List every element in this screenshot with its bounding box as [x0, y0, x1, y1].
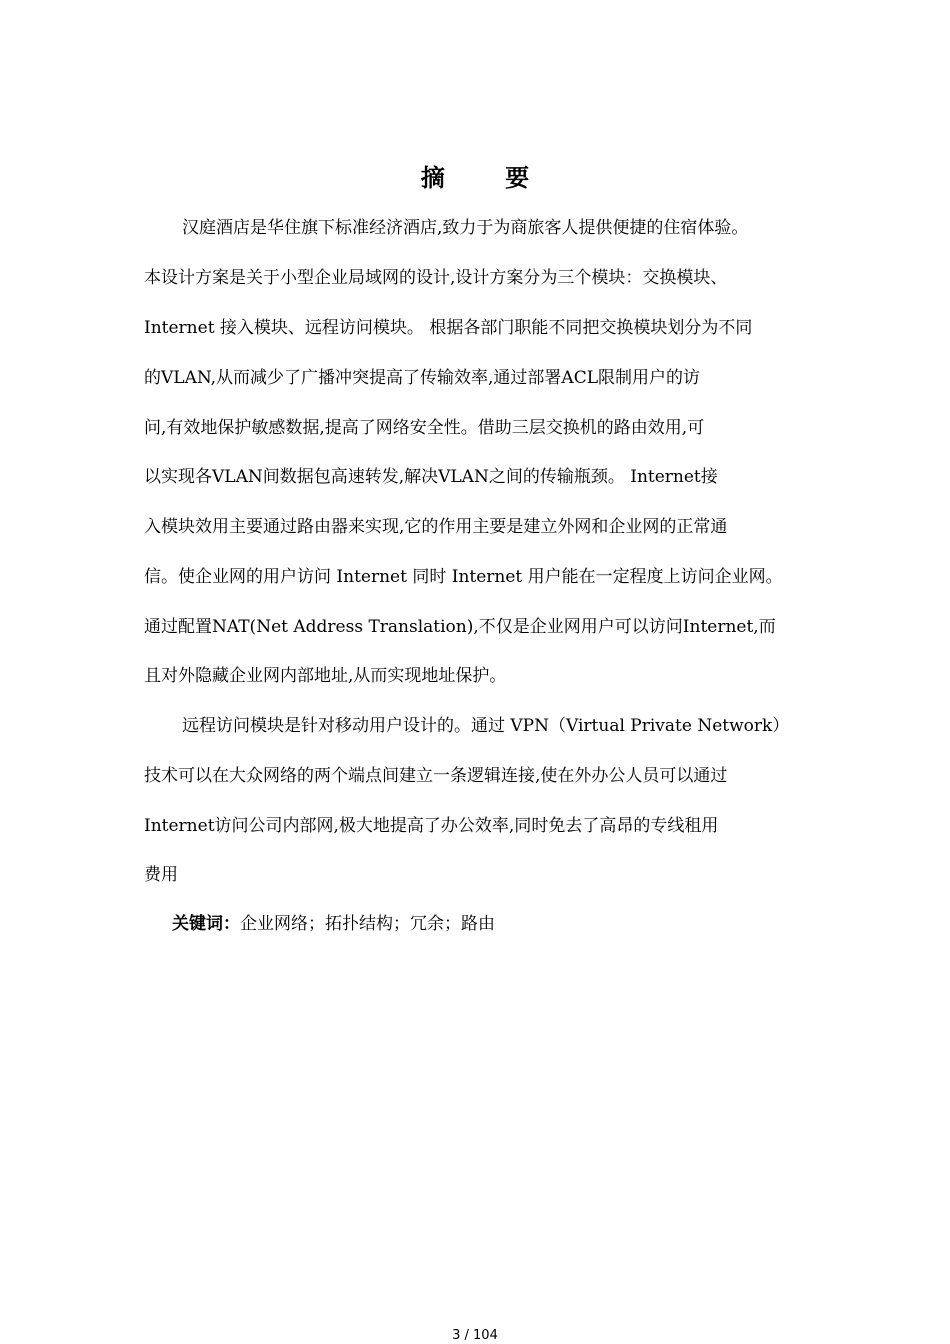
paragraph1-line-10: 且对外隐藏企业网内部地址,从而实现地址保护。: [144, 666, 507, 686]
paragraph2-line-4: 费用: [144, 865, 178, 885]
paragraph1-line-6: 以实现各VLAN间数据包高速转发,解决VLAN之间的传输瓶颈。 Internet接: [144, 467, 718, 487]
paragraph1-line-7: 入模块效用主要通过路由器来实现,它的作用主要是建立外网和企业网的正常通: [144, 517, 728, 537]
paragraph1-line-5: 问,有效地保护敏感数据,提高了网络安全性。借助三层交换机的路由效用,可: [144, 418, 705, 438]
keywords-line: [172, 912, 495, 936]
page-number: 3 / 104: [452, 1328, 498, 1343]
paragraph1-line-9: 通过配置NAT(Net Address Translation),不仅是企业网用户可以访问Internet,而: [144, 617, 776, 637]
paragraph1-line-3: Internet 接入模块、远程访问模块。 根据各部门职能不同把交换模块划分为不同: [144, 318, 753, 338]
keywords-label: 关键词：: [172, 914, 240, 934]
paragraph2-line-3: Internet访问公司内部网,极大地提高了办公效率,同时免去了高昂的专线租用: [144, 816, 719, 836]
paragraph1-line-8: 信。使企业网的用户访问 Internet 同时 Internet 用户能在一定程度上访问企业网。: [144, 567, 783, 587]
paragraph2-line-1: 远程访问模块是针对移动用户设计的。通过 VPN（Virtual Private Network）: [182, 716, 790, 736]
paragraph1-line-4: 的VLAN,从而减少了广播冲突提高了传输效率,通过部署ACL限制用户的访: [144, 368, 701, 388]
paragraph1-line-2: 本设计方案是关于小型企业局域网的设计,设计方案分为三个模块：交换模块、: [144, 268, 728, 288]
abstract-title: 摘 要: [420, 164, 556, 192]
paragraph1-line-1: 汉庭酒店是华住旗下标准经济酒店,致力于为商旅客人提供便捷的住宿体验。: [182, 218, 749, 238]
keywords-text: 企业网络；拓扑结构；冗余；路由: [240, 914, 495, 934]
paragraph2-line-2: 技术可以在大众网络的两个端点间建立一条逻辑连接,使在外办公人员可以通过: [144, 766, 728, 786]
